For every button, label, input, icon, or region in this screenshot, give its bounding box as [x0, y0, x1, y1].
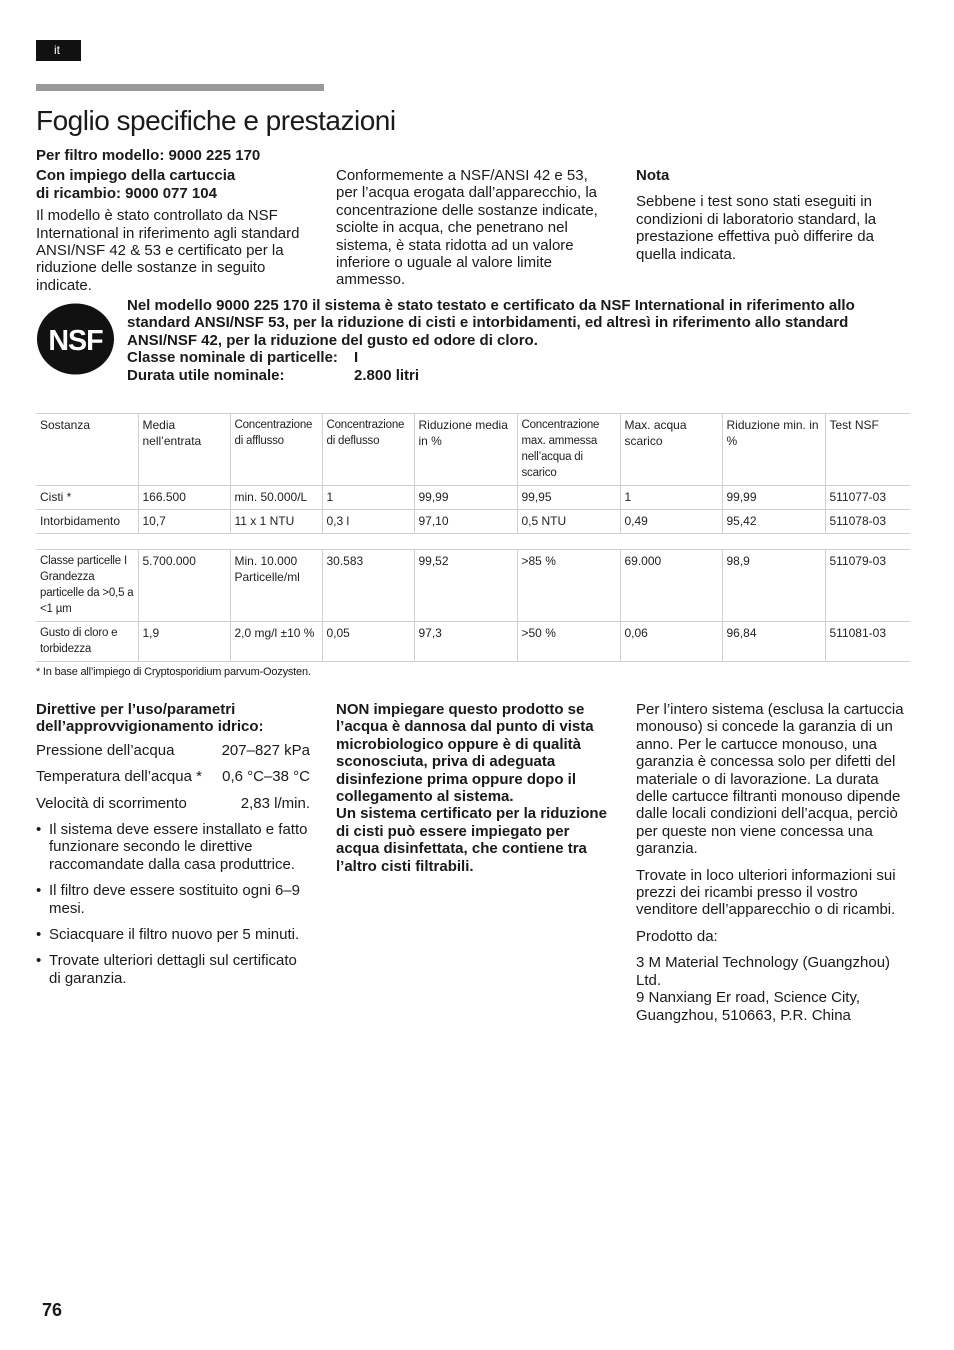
page-title: Foglio specifiche e prestazioni — [36, 105, 396, 136]
header-cell: Sostanza — [36, 414, 138, 486]
param-temperature — [36, 768, 310, 785]
warranty-paragraph-2: Trovate in loco ulteriori informazioni sui prezzi dei ricambi presso il vostro venditore dell’apparecchio o di ricambi. — [636, 866, 896, 919]
param-value: 207–827 kPa — [221, 741, 310, 759]
header-cell: Test NSF — [825, 414, 910, 486]
table-cell: 99,99 — [722, 486, 825, 510]
table-cell: Cisti * — [36, 486, 138, 510]
table-cell: 1 — [620, 486, 722, 510]
table-cell: 11 x 1 NTU — [230, 510, 322, 534]
warning-block — [336, 701, 611, 875]
header-cell: Media nell’entrata — [138, 414, 230, 486]
table-cell: Min. 10.000 Particelle/ml — [230, 550, 322, 622]
performance-table-b — [36, 549, 910, 662]
table-cell: 97,3 — [414, 622, 517, 662]
table-cell: 99,52 — [414, 550, 517, 622]
table-cell: 99,99 — [414, 486, 517, 510]
param-label: Velocità di scorrimento — [36, 794, 187, 812]
param-flow-rate — [36, 795, 310, 812]
table-cell: Classe particelle I Grandezza particelle da >0,5 a <1 µm — [36, 550, 138, 622]
table-cell: 1,9 — [138, 622, 230, 662]
nsf-logo-text: NSF — [48, 324, 103, 357]
table-cell: 511079-03 — [825, 550, 910, 622]
table-cell: 511077-03 — [825, 486, 910, 510]
nsf-statement: Nel modello 9000 225 170 il sistema è stato testato e certificato da NSF International in riferimento allo standard ANSI/NSF 53, per la riduzione di cisti e intorbidamenti, ed altresì in riferimento allo standard ANSI/NSF 42, per la riduzione del gusto ed odore di cloro. — [127, 297, 855, 349]
language-tag: it — [36, 40, 81, 61]
table-cell: >50 % — [517, 622, 620, 662]
list-item: • Il sistema deve essere installato e fatto funzionare secondo le direttive raccomandate dalla casa produttrice. — [36, 821, 310, 873]
nsf-logo-icon — [36, 302, 115, 376]
table-cell: 69.000 — [620, 550, 722, 622]
table-cell: 166.500 — [138, 486, 230, 510]
table-header-row — [36, 414, 910, 486]
header-cell: Concentrazione di deflusso — [322, 414, 414, 486]
warranty-paragraph-1: Per l’intero sistema (esclusa la cartuccia monouso) si concede la garanzia di un anno. Per le cartucce monouso, una garanzia è concessa solo per difetti del materiale o di lavorazione. La durata delle cartucce filtranti monouso dipende dalle locali condizioni dell’acqua, perciò per queste non viene concessa una garanzia. — [636, 701, 904, 858]
service-life-label: Durata utile nominale: — [127, 366, 285, 384]
table-cell: 30.583 — [322, 550, 414, 622]
service-life-row — [127, 367, 917, 384]
producer-label: Prodotto da: — [636, 927, 718, 945]
table-cell: 95,42 — [722, 510, 825, 534]
page-number: 76 — [42, 1300, 63, 1320]
intro-column-1 — [36, 147, 316, 294]
param-value: 0,6 °C–38 °C — [222, 768, 310, 786]
header-cell: Riduzione media in % — [414, 414, 517, 486]
header-rule — [36, 84, 324, 91]
table-cell: 0,5 NTU — [517, 510, 620, 534]
table-footnote: * In base all’impiego di Cryptosporidium parvum-Oozysten. — [36, 666, 311, 678]
header-cell: Concentrazione max. ammessa nell’acqua di scarico — [517, 414, 620, 486]
param-pressure — [36, 742, 310, 759]
usage-parameters — [36, 701, 310, 996]
table-cell: 10,7 — [138, 510, 230, 534]
table-row — [36, 622, 910, 662]
table-cell: 1 — [322, 486, 414, 510]
table-cell: 511081-03 — [825, 622, 910, 662]
param-label: Temperatura dell’acqua * — [36, 768, 202, 786]
particle-rating-label: Classe nominale di particelle: — [127, 349, 338, 367]
cartridge-label-line-2: di ricambio: 9000 077 104 — [36, 184, 217, 202]
warranty-block — [636, 701, 914, 1024]
table-cell: 99,95 — [517, 486, 620, 510]
table-cell: 0,05 — [322, 622, 414, 662]
table-cell: 511078-03 — [825, 510, 910, 534]
cartridge-label-line-1: Con impiego della cartuccia — [36, 167, 236, 185]
list-item: • Sciacquare il filtro nuovo per 5 minuti. — [36, 926, 310, 943]
table-cell: 0,06 — [620, 622, 722, 662]
list-item: • Trovate ulteriori dettagli sul certificato di garanzia. — [36, 952, 310, 987]
header-cell: Max. acqua scarico — [620, 414, 722, 486]
table-cell: 0,3 l — [322, 510, 414, 534]
table-cell: 5.700.000 — [138, 550, 230, 622]
list-item: • Il filtro deve essere sostituito ogni 6–9 mesi. — [36, 882, 310, 917]
table-cell: 2,0 mg/l ±10 % — [230, 622, 322, 662]
table-row — [36, 510, 910, 534]
table-row — [36, 550, 910, 622]
note-column — [636, 167, 886, 263]
usage-bullet-list — [36, 821, 310, 987]
param-label: Pressione dell’acqua — [36, 741, 175, 759]
header-cell: Riduzione min. in % — [722, 414, 825, 486]
param-value: 2,83 l/min. — [240, 794, 310, 812]
particle-rating-row — [127, 349, 917, 366]
model-label: Per filtro modello: 9000 225 170 — [36, 147, 261, 164]
header-cell: Concentrazione di afflusso — [230, 414, 322, 486]
particle-rating-value: I — [354, 349, 359, 367]
producer-line-2: 9 Nanxiang Er road, Science City, Guangzhou, 510663, P.R. China — [636, 989, 860, 1024]
intro-body-2: Conformemente a NSF/ANSI 42 e 53, per l’acqua erogata dall’apparecchio, la concentrazione delle sostanze indicate, sciolte in acqua, che penetrano nel sistema, è stata ridotta ad un valore inferiore o uguale al valore limite ammesso. — [336, 167, 598, 289]
table-cell: >85 % — [517, 550, 620, 622]
note-body: Sebbene i test sono stati eseguiti in condizioni di laboratorio standard, la prestazione effettiva può differire da quella indicata. — [636, 193, 877, 263]
table-row — [36, 486, 910, 510]
warning-paragraph-1: NON impiegare questo prodotto se l’acqua è dannosa dal punto di vista microbiologico oppure è di qualità sconosciuta, priva di adeguata disinfezione prima oppure dopo il collegamento al sistema. — [336, 701, 594, 806]
table-cell: 98,9 — [722, 550, 825, 622]
warning-paragraph-2: Un sistema certificato per la riduzione di cisti può essere impiegato per acqua disinfettata, che contiene tra l’altro cisti filtrabili. — [336, 805, 607, 875]
intro-body-1: Il modello è stato controllato da NSF International in riferimento agli standard ANSI/NSF 42 & 53 e certificato per la riduzione delle sostanze in seguito indicate. — [36, 207, 300, 294]
table-cell: 0,49 — [620, 510, 722, 534]
table-cell: min. 50.000/L — [230, 486, 322, 510]
params-title-line-1: Direttive per l’uso/parametri — [36, 701, 236, 718]
table-cell: 97,10 — [414, 510, 517, 534]
table-cell: Intorbidamento — [36, 510, 138, 534]
service-life-value: 2.800 litri — [354, 366, 420, 384]
table-cell: Gusto di cloro e torbidezza — [36, 622, 138, 662]
producer-line-1: 3 M Material Technology (Guangzhou) Ltd. — [636, 954, 891, 989]
intro-column-2 — [336, 167, 608, 289]
params-title-line-2: dell’approvvigionamento idrico: — [36, 718, 264, 736]
performance-table-a — [36, 413, 910, 534]
note-title: Nota — [636, 167, 670, 184]
table-cell: 96,84 — [722, 622, 825, 662]
nsf-statement-block — [127, 297, 917, 384]
